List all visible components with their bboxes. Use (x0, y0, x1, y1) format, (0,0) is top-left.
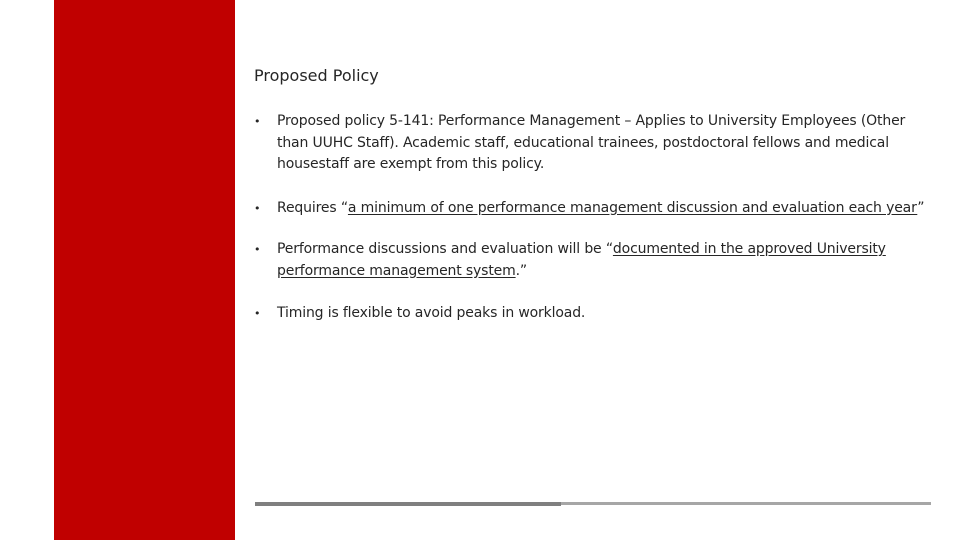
underlined-requirement-text: a minimum of one performance management discussion and evaluation each year (347, 199, 918, 216)
bullet-icon: • (254, 115, 261, 128)
bullet-text-suffix: .” (515, 262, 528, 279)
bullet-item-requirement (254, 198, 934, 220)
bullet-item-documentation (254, 239, 934, 282)
bullet-text-suffix: ” (917, 199, 925, 216)
bullet-text-prefix: Performance discussions and evaluation will be “ (277, 241, 613, 257)
accent-sidebar-bar (54, 0, 235, 540)
bullet-item-timing (254, 303, 934, 325)
footer-rule-accent (255, 502, 561, 506)
bullet-icon: • (254, 201, 261, 215)
slide-title: Proposed Policy (254, 66, 379, 85)
underlined-documentation-text: documented in the approved University performance management system (277, 241, 886, 279)
bullet-text: Proposed policy 5-141: Performance Management – Applies to University Employees (Other than UUHC Staff). Academic staff, educational trainees, postdoctoral fellows and medical housestaff are exempt from this policy. (277, 113, 906, 172)
bullet-item-policy (254, 111, 934, 176)
bullet-text-prefix: Requires “ (277, 199, 348, 216)
bullet-icon: • (254, 307, 261, 320)
bullet-text: Timing is flexible to avoid peaks in workload. (277, 305, 586, 321)
bullet-icon: • (254, 243, 261, 256)
bullet-list (254, 111, 934, 325)
